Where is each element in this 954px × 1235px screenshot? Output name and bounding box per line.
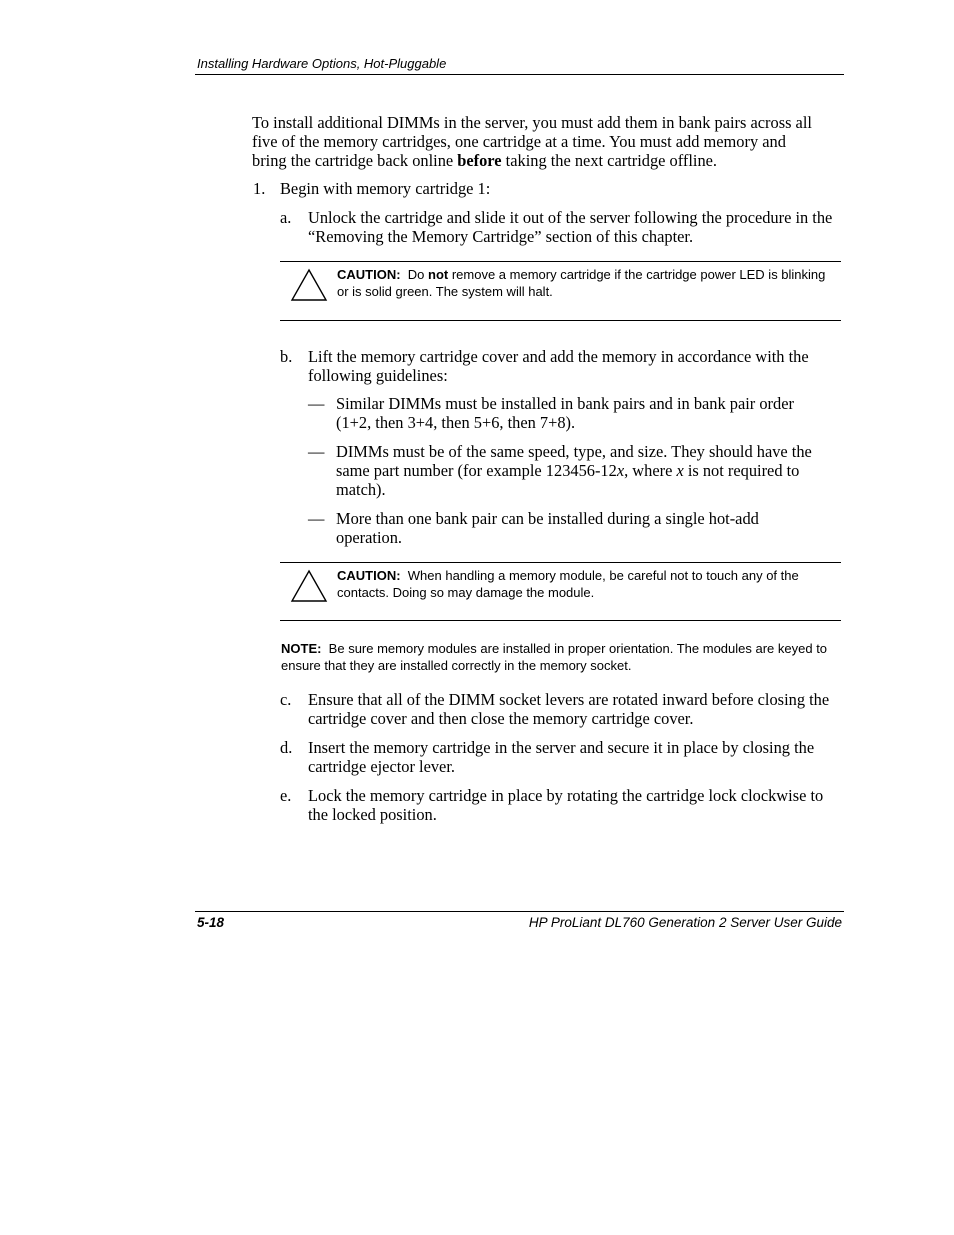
guideline-2-dash: — — [308, 442, 325, 461]
caution-triangle-icon — [290, 268, 328, 302]
substep-b-text: Lift the memory cartridge cover and add the memory in accordance with the following guidelines: — [308, 347, 809, 386]
caution-1-text: CAUTION: Do not remove a memory cartridge if the cartridge power LED is blinking or is solid green. The system will halt. — [337, 267, 826, 299]
substep-a-label: a. — [280, 208, 292, 227]
substep-d-label: d. — [280, 738, 293, 757]
substep-a-text: Unlock the cartridge and slide it out of the server following the procedure in the “Removing the Memory Cartridge” section of this chapter. — [308, 208, 833, 247]
caution-2-label: CAUTION: — [337, 568, 401, 583]
guideline-3-text: More than one bank pair can be installed during a single hot-add operation. — [336, 509, 759, 548]
caution-1-emphasis: not — [428, 267, 449, 282]
intro-emphasis: before — [457, 151, 502, 171]
caution-2-text: CAUTION: When handling a memory module, be careful not to touch any of the contacts. Doing so may damage the module. — [337, 568, 803, 600]
intro-line-3-start: bring the cartridge back online — [252, 151, 458, 171]
header-rule — [195, 74, 844, 75]
step-1-text: Begin with memory cartridge 1: — [280, 179, 491, 198]
intro-line-1: To install additional DIMMs in the server, you must add them in bank pairs across all — [252, 113, 812, 132]
guideline-1-dash: — — [308, 394, 325, 413]
step-1-number: 1. — [253, 179, 266, 198]
page-number: 5-18 — [197, 915, 225, 930]
caution-triangle-icon — [290, 569, 328, 603]
running-header: Installing Hardware Options, Hot-Pluggable — [197, 56, 447, 71]
caution-1-label: CAUTION: — [337, 267, 401, 282]
caution-box-1 — [280, 261, 841, 321]
intro-paragraph — [252, 113, 847, 171]
substep-d-text: Insert the memory cartridge in the server and secure it in place by closing the cartridge ejector lever. — [308, 738, 815, 777]
guideline-3-dash: — — [308, 509, 325, 528]
intro-line-2: five of the memory cartridges, one cartridge at a time. You must add memory and — [252, 132, 786, 152]
note-block: NOTE: Be sure memory modules are installed in proper orientation. The modules are keyed to ensure that they are installed correctly in the memory socket. — [281, 641, 831, 673]
document-title: HP ProLiant DL760 Generation 2 Server User Guide — [528, 915, 842, 930]
substep-e-label: e. — [280, 786, 292, 805]
intro-line-3-end: taking the next cartridge offline. — [501, 151, 718, 171]
note-label: NOTE: — [281, 641, 322, 656]
substep-b-label: b. — [280, 347, 293, 366]
substep-c-label: c. — [280, 690, 292, 709]
substep-c-text: Ensure that all of the DIMM socket levers are rotated inward before closing the cartridge cover and then close the memory cartridge cover. — [308, 690, 830, 729]
caution-box-2 — [280, 562, 841, 621]
substep-e-text: Lock the memory cartridge in place by rotating the cartridge lock clockwise to the locked position. — [308, 786, 824, 825]
guideline-2-text: DIMMs must be of the same speed, type, and size. They should have the same part number (for example 123456-12x, where x is not required to match). — [336, 442, 812, 500]
footer-rule — [195, 911, 844, 912]
guideline-1-text: Similar DIMMs must be installed in bank pairs and in bank pair order (1+2, then 3+4, then 5+6, then 7+8). — [336, 394, 794, 433]
